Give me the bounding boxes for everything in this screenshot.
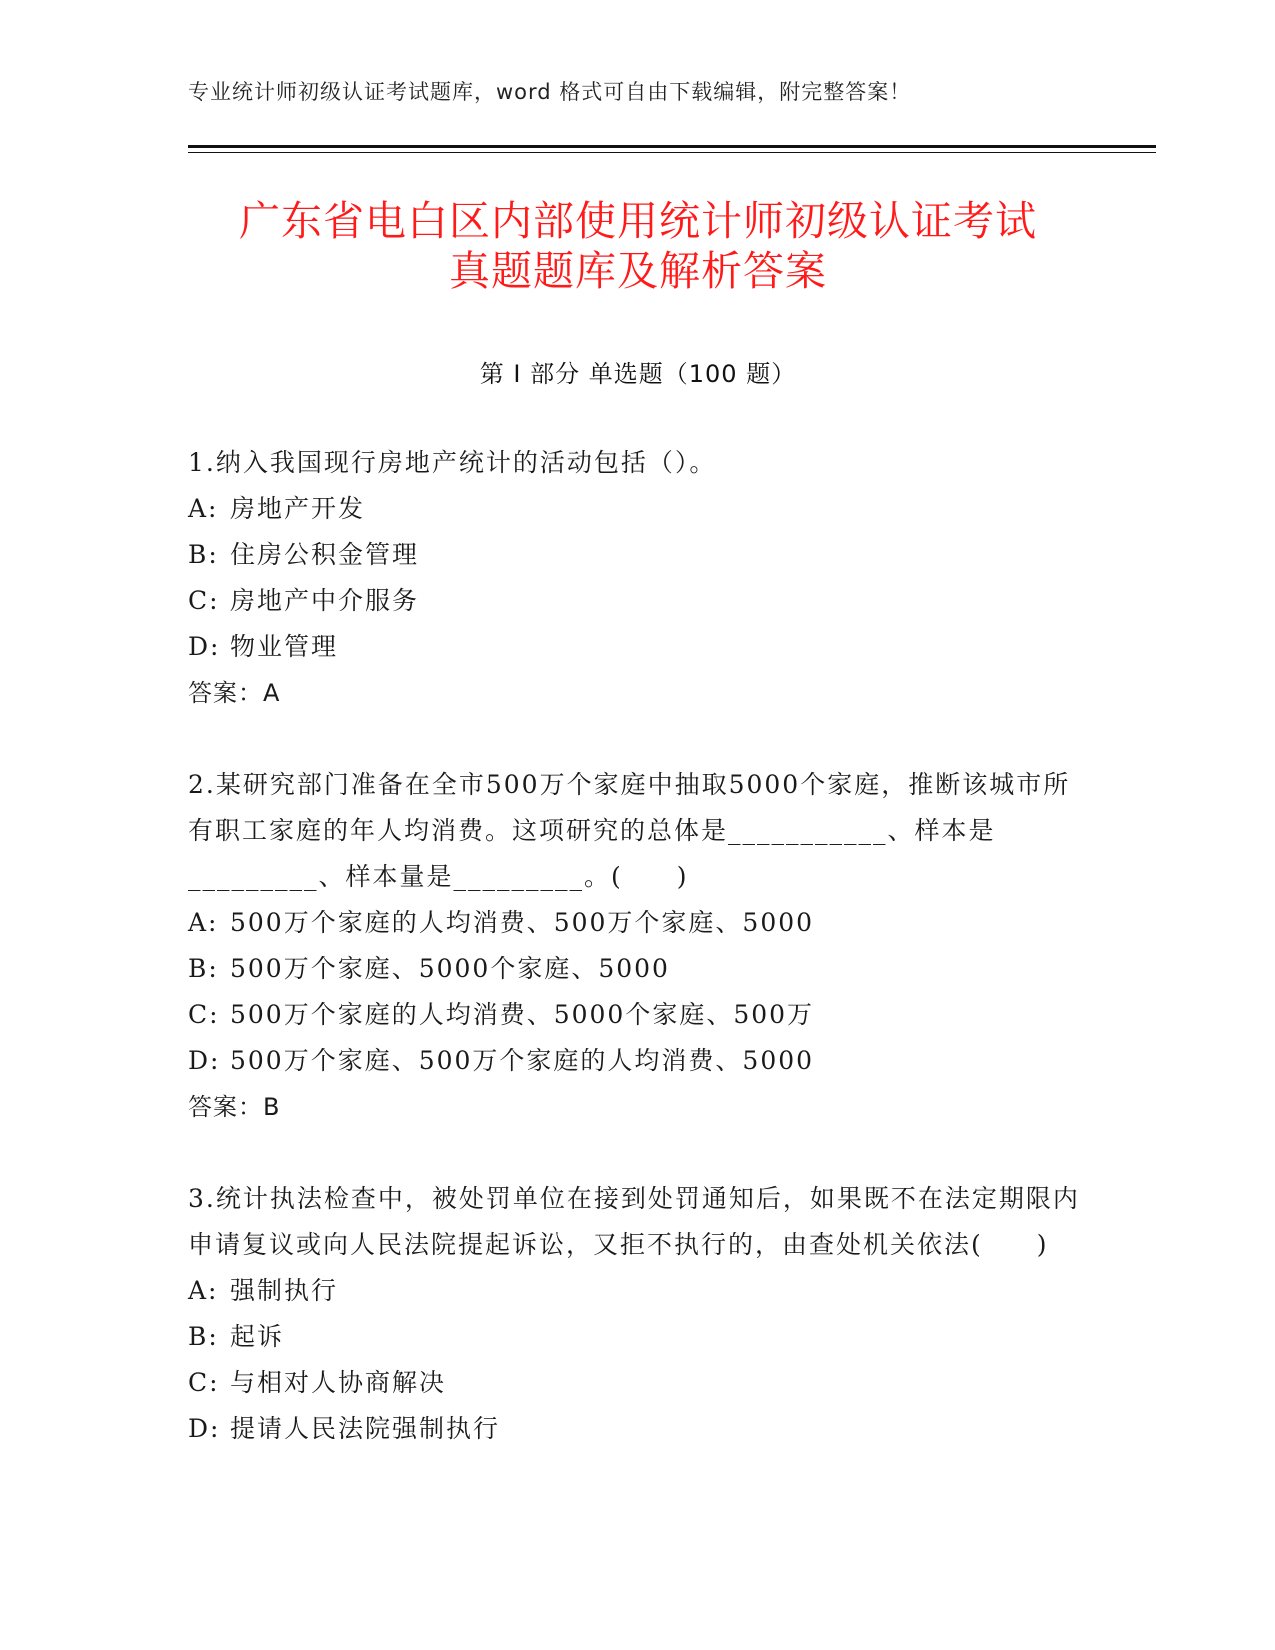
option-b <box>188 946 1088 992</box>
question-1 <box>188 440 1088 716</box>
option-letter: C: <box>188 1000 220 1029</box>
question-2 <box>188 762 1088 1130</box>
option-d <box>188 1406 1088 1452</box>
header-rule-thick <box>188 145 1156 148</box>
header-note: 专业统计师初级认证考试题库，word 格式可自由下载编辑，附完整答案！ <box>188 80 912 104</box>
header-rule-thin <box>188 152 1156 153</box>
option-text: 500万个家庭、5000个家庭、5000 <box>230 954 670 983</box>
question-stem: 1.纳入我国现行房地产统计的活动包括（）。 <box>188 448 717 477</box>
option-d <box>188 624 1088 670</box>
option-text: 住房公积金管理 <box>230 540 420 569</box>
option-a <box>188 900 1088 946</box>
title-line-2: 真题题库及解析答案 <box>449 247 827 295</box>
option-text: 500万个家庭、500万个家庭的人均消费、5000 <box>230 1046 815 1075</box>
option-c <box>188 992 1088 1038</box>
option-b <box>188 532 1088 578</box>
option-text: 500万个家庭的人均消费、500万个家庭、5000 <box>230 908 815 937</box>
option-letter: A: <box>188 1276 219 1305</box>
option-text: 物业管理 <box>230 632 339 661</box>
section-heading: 第 I 部分 单选题（100 题） <box>479 360 797 388</box>
option-letter: B: <box>188 1322 219 1351</box>
answer-line: 答案：A <box>188 679 281 707</box>
title-line-1: 广东省电白区内部使用统计师初级认证考试 <box>239 197 1037 245</box>
option-text: 房地产中介服务 <box>230 586 420 615</box>
option-a <box>188 1268 1088 1314</box>
question-spacer <box>188 1130 1088 1176</box>
option-text: 提请人民法院强制执行 <box>230 1414 501 1443</box>
answer-line: 答案：B <box>188 1093 281 1121</box>
option-text: 500万个家庭的人均消费、5000个家庭、500万 <box>230 1000 815 1029</box>
question-spacer <box>188 716 1088 762</box>
option-d <box>188 1038 1088 1084</box>
option-letter: C: <box>188 1368 220 1397</box>
option-b <box>188 1314 1088 1360</box>
option-c <box>188 1360 1088 1406</box>
option-text: 与相对人协商解决 <box>230 1368 447 1397</box>
option-text: 强制执行 <box>230 1276 339 1305</box>
option-letter: A: <box>188 494 219 523</box>
option-letter: D: <box>188 1414 221 1443</box>
question-stem: 3.统计执法检查中，被处罚单位在接到处罚通知后，如果既不在法定期限内申请复议或向人民法院提起诉讼，又拒不执行的，由查处机关依法( ) <box>188 1184 1080 1259</box>
question-stem: 2.某研究部门准备在全市500万个家庭中抽取5000个家庭，推断该城市所有职工家庭的年人均消费。这项研究的总体是___________、样本是_________、样本量是_________。( ) <box>188 770 1071 891</box>
document-title <box>188 196 1088 296</box>
option-letter: B: <box>188 540 219 569</box>
option-letter: B: <box>188 954 219 983</box>
option-c <box>188 578 1088 624</box>
option-letter: D: <box>188 632 221 661</box>
option-letter: C: <box>188 586 220 615</box>
option-a <box>188 486 1088 532</box>
option-letter: A: <box>188 908 219 937</box>
option-letter: D: <box>188 1046 221 1075</box>
question-3 <box>188 1176 1088 1452</box>
option-text: 房地产开发 <box>230 494 366 523</box>
question-list <box>188 440 1088 1452</box>
option-text: 起诉 <box>230 1322 285 1351</box>
